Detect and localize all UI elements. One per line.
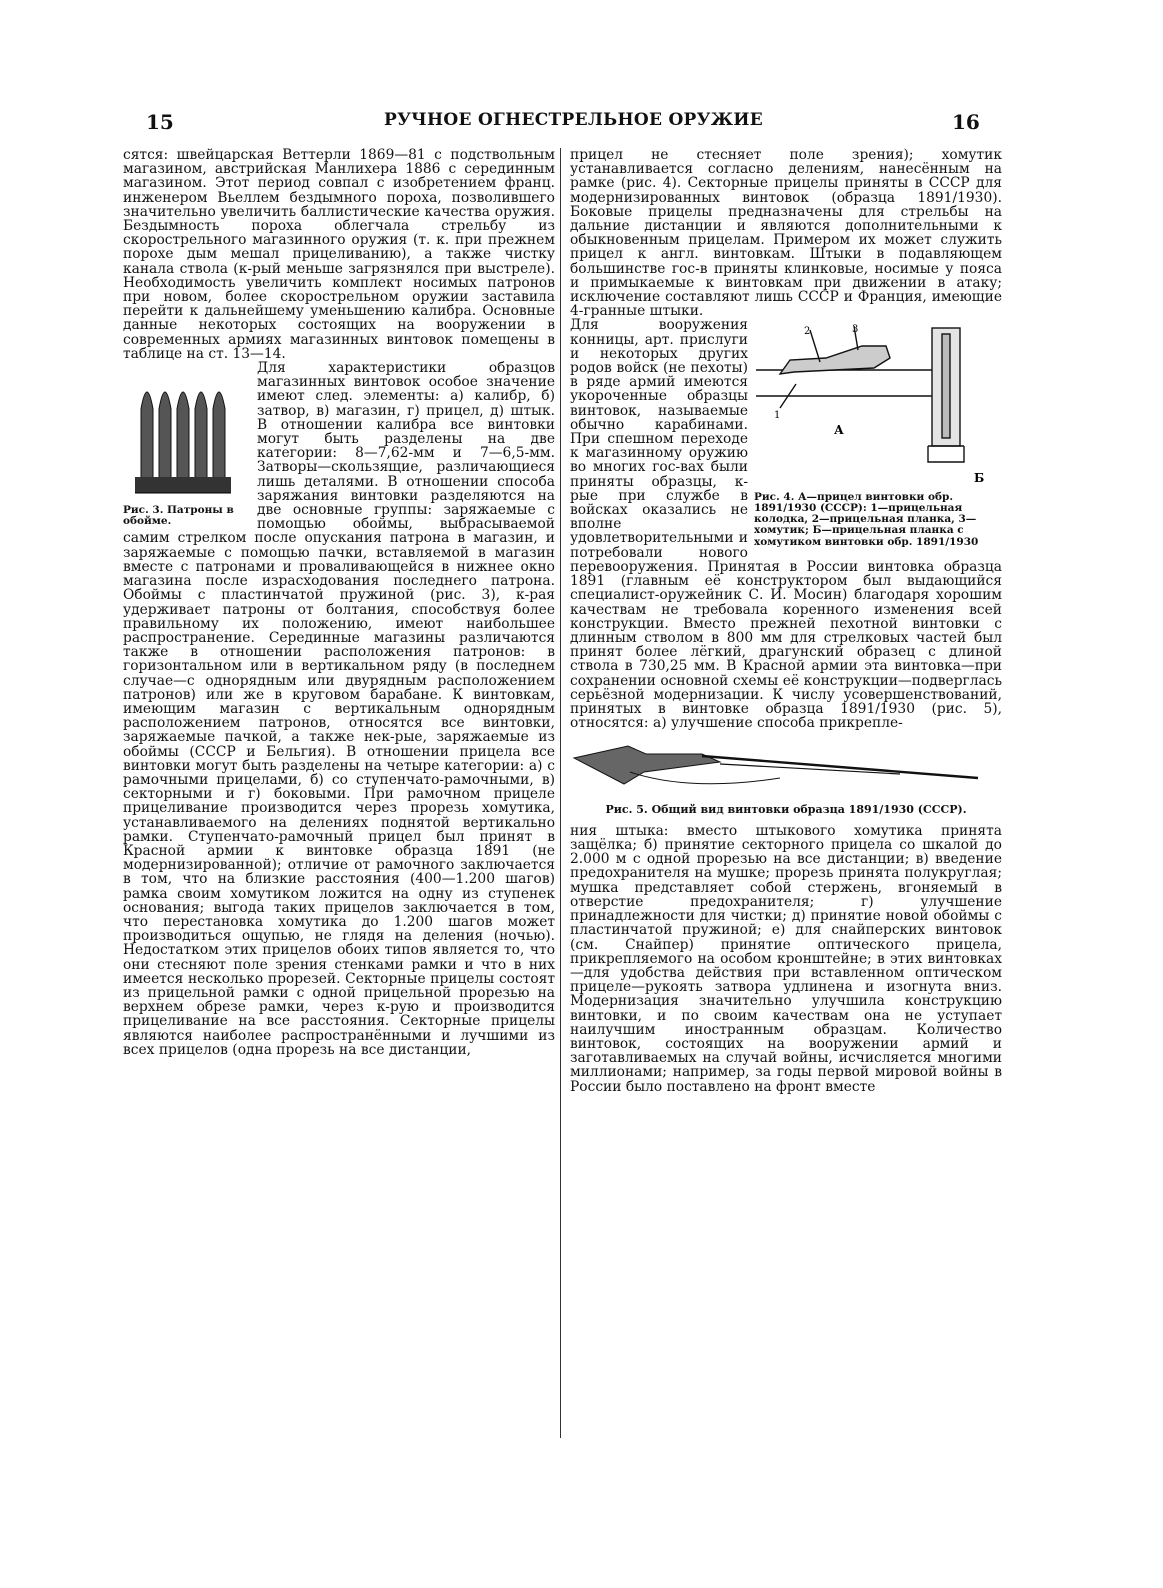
left-paragraph-1: сятся: швейцарская Веттерли 1869—81 с подствольным магазином, австрийская Манлихера 1886 с серединным магазином. Этот период совпал с изобретением франц. инженером Вьеллем бездымного пороха, позволившего значительно увеличить баллистические качества оружия. Бездымность пороха облегчала стрельбу из скорострельного магазинного оружия (т. к. при прежнем порохе дым мешал прицеливанию), а также чистку канала ствола (к-рый меньше загрязнялся при выстреле). Необходимость увеличить комплект носимых патронов при новом, более скорострельном оружии заставила перейти к дальнейшему уменьшению калибра. Основные данные некоторых состоящих на вооружении в современных армиях магазинных винтовок помещены в таблице на ст. 13—14.	[123, 147, 555, 362]
rifle-overview-illustration	[570, 738, 990, 804]
cartridges-in-clip-illustration	[123, 367, 243, 505]
fig4-label-b: Б	[974, 471, 985, 486]
fig4-label-a: А	[834, 423, 844, 438]
figure-4-caption: Рис. 4. А—прицел винтовки обр. 1891/1930 (СССР): 1—прицельная колодка, 2—прицельная планка, 3—хомутик; Б—прицельная планка с хомутиком винтовки обр. 1891/1930	[754, 491, 979, 548]
fig4-num-1: 1	[774, 410, 781, 422]
page-number-right: 16	[952, 110, 980, 134]
left-column	[123, 148, 555, 1057]
running-title: РУЧНОЕ ОГНЕСТРЕЛЬНОЕ ОРУЖИЕ	[384, 110, 763, 130]
fig4-num-3: 3	[852, 324, 859, 336]
figure-5-caption: Рис. 5. Общий вид винтовки образца 1891/1930 (СССР).	[605, 803, 967, 817]
figure-5	[570, 738, 1002, 816]
right-paragraph-1: прицел не стесняет поле зрения); хомутик устанавливается согласно делениям, нанесённым на рамке (рис. 4). Секторные прицелы приняты в СССР для модернизированных винтовок (образца 1891/1930). Боковые прицелы предназначены для стрельбы на дальние дистанции и являются дополнительными к обыкновенным прицелам. Примером их может служить прицел к англ. винтовкам. Штыки в подавляющем большинстве гос-в приняты клинковые, носимые у пояса и примыкаемые к винтовкам при движении в атаку; исключение составляют лишь СССР и Франция, имеющие 4-гранные штыки.	[570, 147, 1002, 320]
right-paragraph-2: Для вооружения конницы, арт. прислуги и некоторых других родов войск (не пехоты) в ряде армий имеются укороченные образцы винтовок, называемые обычно карабинами. При спешном переходе к магазинному оружию во многих гос-вах были приняты образцы, к-рые при службе в войсках оказались не вполне удовлетворительными и потребовали нового перевооружения. Принятая в России винтовка образца 1891 (главным её конструктором был выдающийся специалист-оружейник С. И. Мосин) благодаря хорошим качествам не требовала коренного изменения всей конструкции. Вместо прежней пехотной винтовки с длинным стволом в 800 мм для стрелковых частей был принят более лёгкий, драгунский образец с длиной ствола в 730,25 мм. В Красной армии эта винтовка—при сохранении основной схемы её конструкции—подверглась серьёзной модернизации. К числу усовершенствований, принятых в винтовке образца 1891/1930 (рис. 5), относятся: а) улучшение способа прикрепле-	[570, 317, 1002, 732]
right-column	[570, 148, 1002, 1094]
page-number-left: 15	[146, 110, 174, 134]
figure-3-caption: Рис. 3. Патроны в обойме.	[123, 504, 234, 528]
left-paragraph-2: Для характеристики образцов магазинных винтовок особое значение имеют след. элементы: а) калибр, б) затвор, в) магазин, г) прицел, д) штык. В отношении калибра все винтовки могут быть разделены на две категории: 8—7,62-мм и 7—6,5-мм. Затворы—скользящие, различающиеся лишь деталями. В отношении способа заряжания винтовки разделяются на две основные группы: заряжаемые с помощью обоймы, выбрасываемой самим стрелком после опускания патрона в магазин, и заряжаемые с помощью пачки, вставляемой в магазин вместе с патронами и проваливающейся в нижнее окно магазина после израсходования последнего патрона. Обоймы с пластинчатой пружиной (рис. 3), к-рая удерживает патроны от болтания, способствуя более правильному их положению, имеют наибольшее распространение. Серединные магазины различаются также в отношении расположения патронов: в горизонтальном или в вертикальном ряду (в последнем случае—с однорядным или двурядным расположением патронов) или же в круговом барабане. К винтовкам, имеющим магазин с вертикальным однорядным расположением патронов, относятся все винтовки, заряжаемые пачкой, а также нек-рые, заряжаемые из обоймы (СССР и Бельгия). В отношении прицела все винтовки могут быть разделены на четыре категории: а) с рамочными прицелами, б) со ступенчато-рамочными, в) секторными и г) боковыми. При рамочном прицеле прицеливание производится через прорезь хомутика, устанавливаемого на делениях поднятой вертикально рамки. Ступенчато-рамочный прицел был принят в Красной армии к винтовке образца 1891 (не модернизированной); отличие от рамочного заключается в том, что на близкие расстояния (400—1.200 шагов) рамка своим хомутиком ложится на одну из ступенек основания; выгода таких прицелов заключается в том, что перестановка хомутика до 1.200 шагов может производиться ощупью, не глядя на деления (ночью). Недостатком этих прицелов обоих типов является то, что они стесняют поле зрения стенками рамки и что в них имеется несколько прорезей. Секторные прицелы состоят из прицельной рамки с одной прицельной прорезью на верхнем обрезе рамки, через к-рую и производится прицеливание на все расстояния. Секторные прицелы являются наиболее распространёнными и лучшими из всех прицелов (одна прорезь на все дистанции,	[123, 360, 555, 1058]
figure-3	[123, 367, 249, 527]
rifle-sight-illustration	[754, 322, 998, 492]
fig4-num-2: 2	[804, 326, 811, 338]
figure-4	[754, 322, 1002, 547]
column-divider	[560, 148, 561, 1438]
right-paragraph-3: ния штыка: вместо штыкового хомутика принята защёлка; б) принятие секторного прицела со шкалой до 2.000 м с одной прорезью на все дистанции; в) введение предохранителя на мушке; прорезь принята полукруглая; мушка представляет собой стержень, вгоняемый в отверстие предохранителя; г) улучшение принадлежности для чистки; д) принятие новой обоймы с пластинчатой пружиной; е) для снайперских винтовок (см. Снайпер) принятие оптического прицела, прикрепляемого на особом кронштейне; в этих винтовках—для удобства действия при вставленном оптическом прицеле—рукоять затвора удлинена и изогнута вниз. Модернизация значительно улучшила конструкцию винтовки, и по своим качествам она не уступает наилучшим иностранным образцам. Количество винтовок, состоящих на вооружении армий и заготавливаемых на случай войны, исчисляется многими миллионами; например, за годы первой мировой войны в России было поставлено на фронт вместе	[570, 822, 1002, 1095]
